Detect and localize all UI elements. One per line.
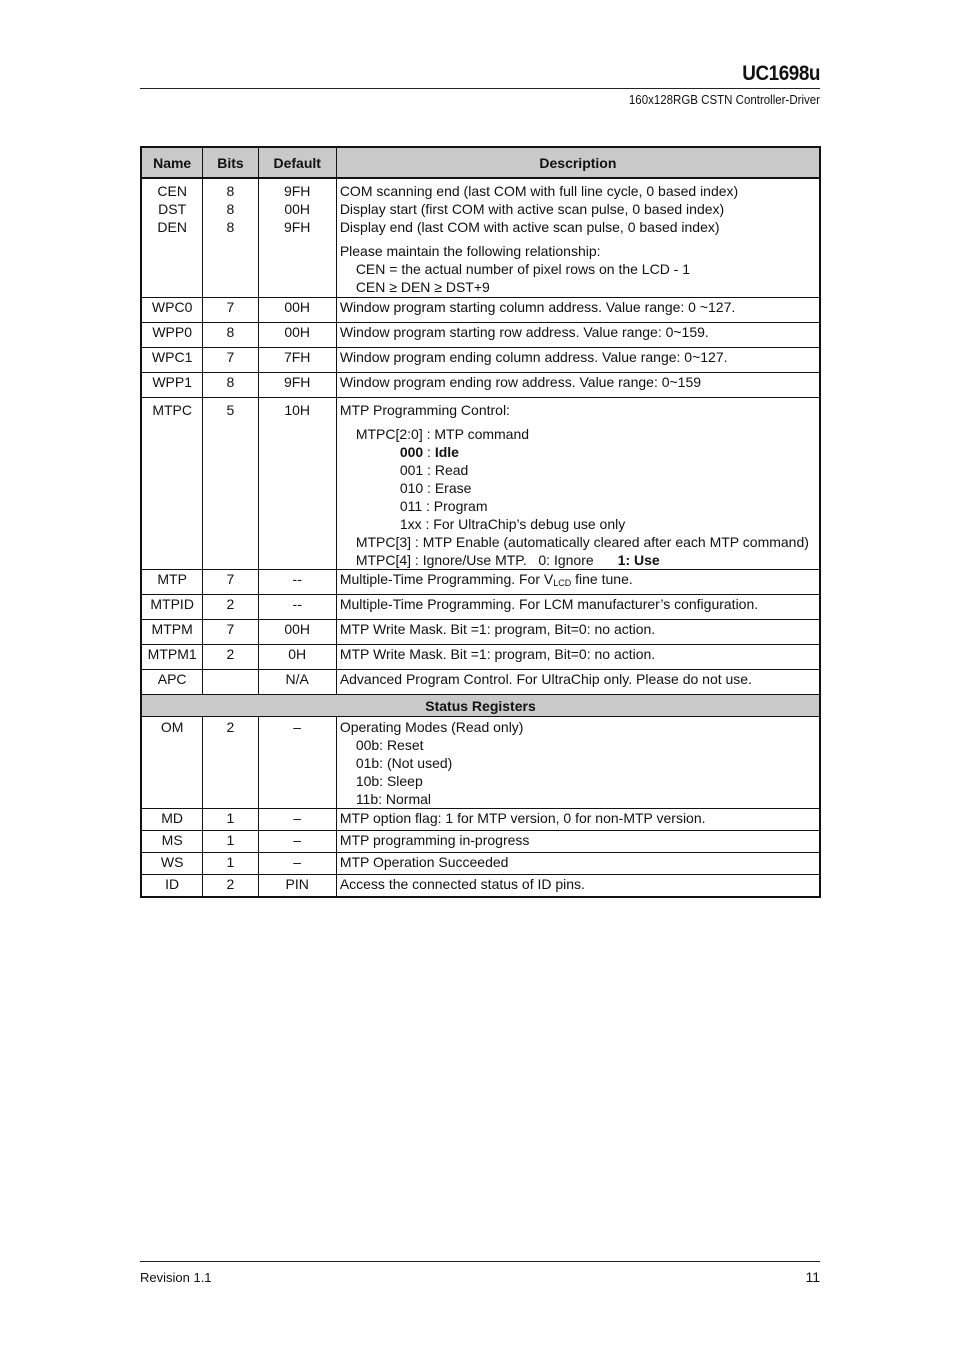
page-header [140,62,820,107]
table-row: MTPM 7 00H MTP Write Mask. Bit =1: program, Bit=0: no action. [141,620,820,645]
cell-bits: 8 8 8 [203,178,258,298]
revision-label: Revision 1.1 [140,1270,212,1285]
table-header-row [141,147,820,178]
relationship-line: CEN = the actual number of pixel rows on the LCD - 1 [355,261,691,277]
header-rule [140,88,820,89]
table-row: MTPC 5 10H MTP Programming Control: MTPC[2:0] : MTP command 000 : Idle 001 : Read 010 : Erase 011 : Program 1xx : For UltraChip’s debug use only MTPC[3] : MTP Enable (automatically cleared after each MTP command) MTPC[4] : Ignore/Use MTP. 0: Ignore 1: Use [141,398,820,570]
cell-names: CEN DST DEN [141,178,203,298]
om-description: Operating Modes (Read only) 00b: Reset 01b: (Not used) 10b: Sleep 11b: Normal [336,717,820,809]
status-registers-section: Status Registers [141,695,820,717]
table-row: MTPM1 2 0H MTP Write Mask. Bit =1: program, Bit=0: no action. [141,645,820,670]
cell-defaults: 9FH 00H 9FH [258,178,336,298]
table-row: WPC1 7 7FH Window program ending column address. Value range: 0~127. [141,348,820,373]
col-description-header: Description [336,147,820,178]
table-row: MD 1 – MTP option flag: 1 for MTP version, 0 for non-MTP version. [141,809,820,831]
relationship-note-title: Please maintain the following relationship: [339,243,601,259]
col-default-header: Default [258,147,336,178]
table-row: OM 2 – Operating Modes (Read only) 00b: Reset 01b: (Not used) 10b: Sleep 11b: Normal [141,717,820,809]
chip-name: UC1698u [742,62,820,85]
table-row: APC N/A Advanced Program Control. For UltraChip only. Please do not use. [141,670,820,695]
col-name-header: Name [141,147,203,178]
table-row: WS 1 – MTP Operation Succeeded [141,853,820,875]
table-row: WPP1 8 9FH Window program ending row address. Value range: 0~159 [141,373,820,398]
mtpc-description: MTP Programming Control: MTPC[2:0] : MTP command 000 : Idle 001 : Read 010 : Erase 011 : Program 1xx : For UltraChip’s debug use only MTPC[3] : MTP Enable (automatically cleared after each MTP command) MTPC[4] : Ignore/Use MTP. 0: Ignore 1: Use [336,398,820,570]
cell-description: COM scanning end (last COM with full line cycle, 0 based index) Display start (first COM with active scan pulse, 0 based index) Display end (last COM with active scan pulse, 0 based index) Please maintain the following relationship: CEN = the actual number of pixel rows on the LCD - 1 CEN ≥ DEN ≥ DST+9 [336,178,820,298]
table-row: WPC0 7 00H Window program starting column address. Value range: 0 ~127. [141,298,820,323]
page-number: 11 [805,1269,820,1285]
table-row [141,178,820,298]
register-table [140,146,821,898]
table-row: MTPID 2 -- Multiple-Time Programming. For LCM manufacturer’s configuration. [141,595,820,620]
relationship-line: CEN ≥ DEN ≥ DST+9 [355,279,490,295]
table-row: MTP 7 -- Multiple-Time Programming. For $V_{LCD}$ fine tune. [141,570,820,595]
col-bits-header: Bits [203,147,258,178]
page-footer [140,1261,820,1285]
header-subtitle: 160x128RGB CSTN Controller-Driver [628,93,820,107]
table-row: ID 2 PIN Access the connected status of ID pins. [141,875,820,898]
table-row: WPP0 8 00H Window program starting row address. Value range: 0~159. [141,323,820,348]
table-row: MS 1 – MTP programming in-progress [141,831,820,853]
